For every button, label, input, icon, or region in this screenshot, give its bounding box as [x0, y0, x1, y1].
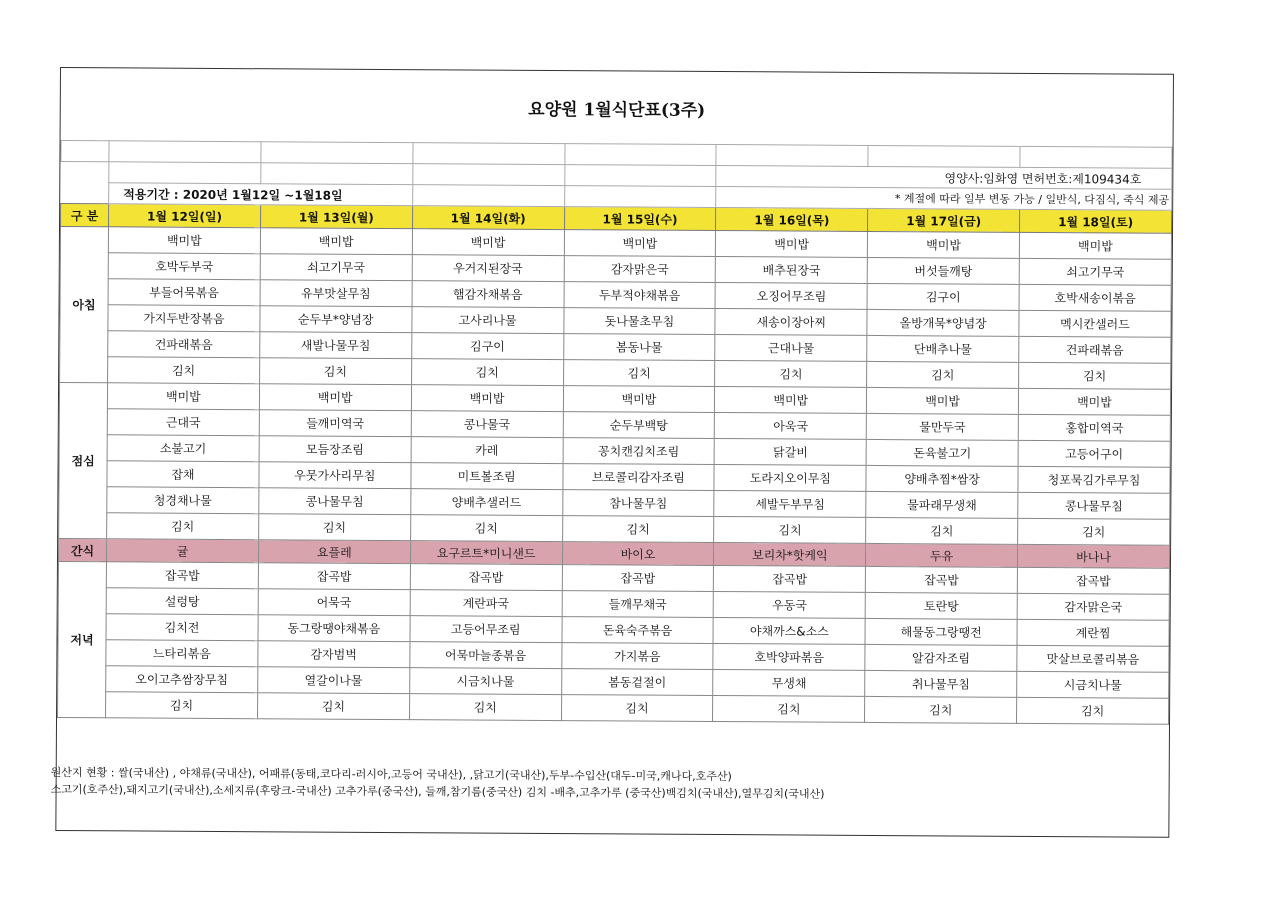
menu-item: 쇠고기무국 [260, 254, 412, 281]
menu-item: 김치 [713, 696, 865, 723]
day-header: 1월 18일(토) [1020, 209, 1172, 233]
menu-item: 김치 [410, 515, 562, 542]
menu-row [58, 691, 1169, 724]
menu-item: 콩나물국 [411, 411, 563, 438]
day-header: 1월 13일(월) [260, 205, 412, 229]
menu-item: 청경채나물 [107, 487, 259, 514]
menu-item: 김구이 [867, 283, 1019, 310]
snack-item: 귤 [106, 539, 258, 563]
menu-item: 미트볼조림 [411, 463, 563, 490]
menu-item: 김치 [259, 358, 411, 385]
day-header: 1월 16일(목) [716, 208, 868, 232]
menu-item: 김치 [563, 360, 715, 387]
menu-item: 호박두부국 [108, 253, 260, 280]
menu-item: 오징어무조림 [715, 283, 867, 310]
menu-item: 아욱국 [715, 413, 867, 440]
menu-item: 백미밥 [259, 384, 411, 411]
menu-item: 고등어구이 [1018, 440, 1170, 467]
menu-item: 콩나물무침 [1018, 492, 1170, 519]
menu-item: 백미밥 [1019, 232, 1171, 259]
menu-item: 호박양파볶음 [713, 644, 865, 671]
menu-item: 잡곡밥 [1017, 567, 1169, 594]
menu-item: 근대나물 [715, 335, 867, 362]
menu-notice: * 계절에 따라 일부 변동 가능 / 일반식, 다짐식, 죽식 제공 [716, 187, 1172, 211]
menu-item: 어묵마늘종볶음 [410, 642, 562, 669]
snack-item: 요플레 [258, 540, 410, 564]
menu-item: 잡곡밥 [258, 563, 410, 590]
menu-item: 계란찜 [1017, 619, 1169, 646]
menu-item: 돈육숙주볶음 [562, 617, 714, 644]
menu-item: 백미밥 [411, 385, 563, 412]
origin-line: 소고기(호주산),돼지고기(국내산),소세지류(후랑크-국내산) 고추가루(중국산), 들깨,참기름(중국산) 김치 -배추,고추가루 (중국산)백김치(국내산),열무김치(국내산) [50, 782, 825, 801]
menu-item: 우거지된장국 [412, 255, 564, 282]
menu-item: 시금치나물 [1017, 671, 1169, 698]
menu-item: 근대국 [107, 409, 259, 436]
menu-item: 새송이장아찌 [715, 309, 867, 336]
meal-label: 점심 [59, 383, 108, 539]
menu-item: 홍합미역국 [1018, 414, 1170, 441]
menu-item: 백미밥 [867, 387, 1019, 414]
menu-item: 설렁탕 [106, 588, 258, 615]
menu-item: 백미밥 [1018, 388, 1170, 415]
application-period: 적용기간 : 2020년 1월12일 ~1월18일 [109, 183, 413, 206]
menu-item: 세발두부무침 [714, 491, 866, 518]
menu-item: 봄동나물 [563, 334, 715, 361]
menu-item: 건파래볶음 [108, 331, 260, 358]
meal-label: 간식 [58, 539, 106, 562]
header-label: 구 분 [61, 204, 109, 227]
menu-item: 쇠고기무국 [1019, 258, 1171, 285]
origin-line: 원산지 현황 : 쌀(국내산) , 야채류(국내산), 어패류(동태,코다리-러시아,고등어 국내산), ,닭고기(국내산),두부-수입산(대두-미국,캐나다,호주산) [50, 765, 732, 784]
menu-item: 동그랑땡야채볶음 [258, 615, 410, 642]
menu-item: 김치 [1018, 518, 1170, 545]
nutritionist-info: 영양사:임화영 면허번호:제109434호 [716, 166, 1172, 190]
menu-item: 김구이 [411, 333, 563, 360]
menu-item: 해물동그랑땡전 [865, 618, 1017, 645]
menu-item: 잡곡밥 [714, 566, 866, 593]
menu-item: 모듬장조림 [259, 436, 411, 463]
menu-item: 백미밥 [868, 231, 1020, 258]
menu-item: 순두부백탕 [563, 412, 715, 439]
menu-item: 김치 [106, 692, 258, 719]
menu-item: 물만두국 [866, 413, 1018, 440]
menu-item: 김치전 [106, 614, 258, 641]
snack-item: 요구르트*미니샌드 [410, 541, 562, 565]
menu-item: 백미밥 [108, 227, 260, 254]
menu-item: 김치 [258, 514, 410, 541]
menu-item: 배추된장국 [716, 257, 868, 284]
menu-item: 들깨미역국 [259, 410, 411, 437]
menu-item: 느타리볶음 [106, 640, 258, 667]
day-header: 1월 17일(금) [868, 208, 1020, 232]
menu-item: 참나물무침 [562, 490, 714, 517]
menu-item: 김치 [1019, 362, 1171, 389]
menu-item: 김치 [409, 694, 561, 721]
day-header: 1월 12일(일) [109, 204, 261, 228]
menu-item: 백미밥 [564, 230, 716, 257]
menu-item: 고등어무조림 [410, 616, 562, 643]
menu-item: 건파래볶음 [1019, 336, 1171, 363]
menu-item: 꽁치캔김치조림 [563, 438, 715, 465]
menu-item: 고사리나물 [412, 307, 564, 334]
origin-info [51, 764, 1163, 805]
snack-item: 보리차*핫케익 [714, 543, 866, 567]
menu-item: 계란파국 [410, 590, 562, 617]
menu-item: 청포묵김가루무침 [1018, 466, 1170, 493]
menu-item: 감자맑은국 [1017, 593, 1169, 620]
menu-item: 열갈이나물 [258, 667, 410, 694]
menu-item: 돈육불고기 [866, 439, 1018, 466]
menu-item: 백미밥 [260, 228, 412, 255]
snack-item: 바이오 [562, 542, 714, 566]
meal-label: 아침 [60, 227, 109, 383]
menu-item: 닭갈비 [714, 439, 866, 466]
menu-item: 김치 [714, 517, 866, 544]
menu-item: 소불고기 [107, 435, 259, 462]
menu-item: 도라지오이무침 [714, 465, 866, 492]
menu-item: 백미밥 [412, 229, 564, 256]
menu-item: 감자범벅 [258, 641, 410, 668]
menu-item: 돗나물초무침 [563, 308, 715, 335]
menu-item: 단배추나물 [867, 335, 1019, 362]
menu-item: 김치 [411, 359, 563, 386]
menu-item: 부들어묵볶음 [108, 279, 260, 306]
menu-item: 브로콜리감자조림 [562, 464, 714, 491]
menu-table [57, 140, 1173, 725]
menu-item: 올방개묵*양념장 [867, 309, 1019, 336]
menu-item: 멕시칸샐러드 [1019, 310, 1171, 337]
menu-item: 양배추찜*쌈장 [866, 465, 1018, 492]
menu-item: 어묵국 [258, 589, 410, 616]
menu-item: 햄감자채볶음 [412, 281, 564, 308]
menu-item: 가지두반장볶음 [108, 305, 260, 332]
menu-sheet [50, 67, 1174, 838]
menu-item: 들깨무채국 [562, 591, 714, 618]
menu-item: 물파래무생채 [866, 491, 1018, 518]
menu-item: 봄동겉절이 [561, 669, 713, 696]
menu-item: 호박새송이볶음 [1019, 284, 1171, 311]
menu-item: 김치 [1017, 697, 1169, 724]
menu-item: 잡곡밥 [562, 565, 714, 592]
menu-item: 콩나물무침 [259, 488, 411, 515]
menu-item: 김치 [107, 513, 259, 540]
menu-item: 버섯들깨탕 [867, 257, 1019, 284]
menu-item: 새발나물무침 [260, 332, 412, 359]
day-header: 1월 15일(수) [564, 207, 716, 231]
menu-item: 잡채 [107, 461, 259, 488]
menu-item: 무생채 [713, 670, 865, 697]
menu-item: 유부맛살무침 [260, 280, 412, 307]
menu-item: 잡곡밥 [106, 562, 258, 589]
menu-item: 가지볶음 [561, 643, 713, 670]
menu-item: 두부적야채볶음 [564, 282, 716, 309]
menu-item: 우동국 [714, 592, 866, 619]
menu-item: 알감자조림 [865, 644, 1017, 671]
menu-item: 김치 [715, 361, 867, 388]
menu-item: 감자맑은국 [564, 256, 716, 283]
menu-item: 맛살브로콜리볶음 [1017, 645, 1169, 672]
menu-item: 백미밥 [563, 386, 715, 413]
menu-item: 김치 [867, 361, 1019, 388]
menu-item: 야채까스&소스 [713, 618, 865, 645]
menu-item: 김치 [866, 517, 1018, 544]
snack-item: 바나나 [1018, 544, 1170, 568]
menu-item: 잡곡밥 [410, 564, 562, 591]
menu-item: 김치 [562, 516, 714, 543]
meal-label: 저녁 [58, 561, 107, 717]
menu-item: 김치 [865, 696, 1017, 723]
menu-item: 백미밥 [715, 387, 867, 414]
menu-item: 잡곡밥 [866, 566, 1018, 593]
menu-item: 김치 [257, 693, 409, 720]
menu-item: 시금치나물 [409, 668, 561, 695]
menu-item: 카레 [411, 437, 563, 464]
menu-item: 토란탕 [865, 592, 1017, 619]
day-header: 1월 14일(화) [412, 206, 564, 230]
menu-item: 김치 [561, 695, 713, 722]
menu-item: 김치 [108, 357, 260, 384]
menu-item: 오이고추쌈장무침 [106, 666, 258, 693]
menu-item: 백미밥 [716, 231, 868, 258]
menu-item: 우뭇가사리무침 [259, 462, 411, 489]
menu-item: 양배추샐러드 [410, 489, 562, 516]
menu-item: 순두부*양념장 [260, 306, 412, 333]
menu-item: 백미밥 [107, 383, 259, 410]
menu-item: 취나물무침 [865, 670, 1017, 697]
page-title: 요양원 1월식단표(3주) [528, 99, 706, 121]
snack-item: 두유 [866, 543, 1018, 567]
